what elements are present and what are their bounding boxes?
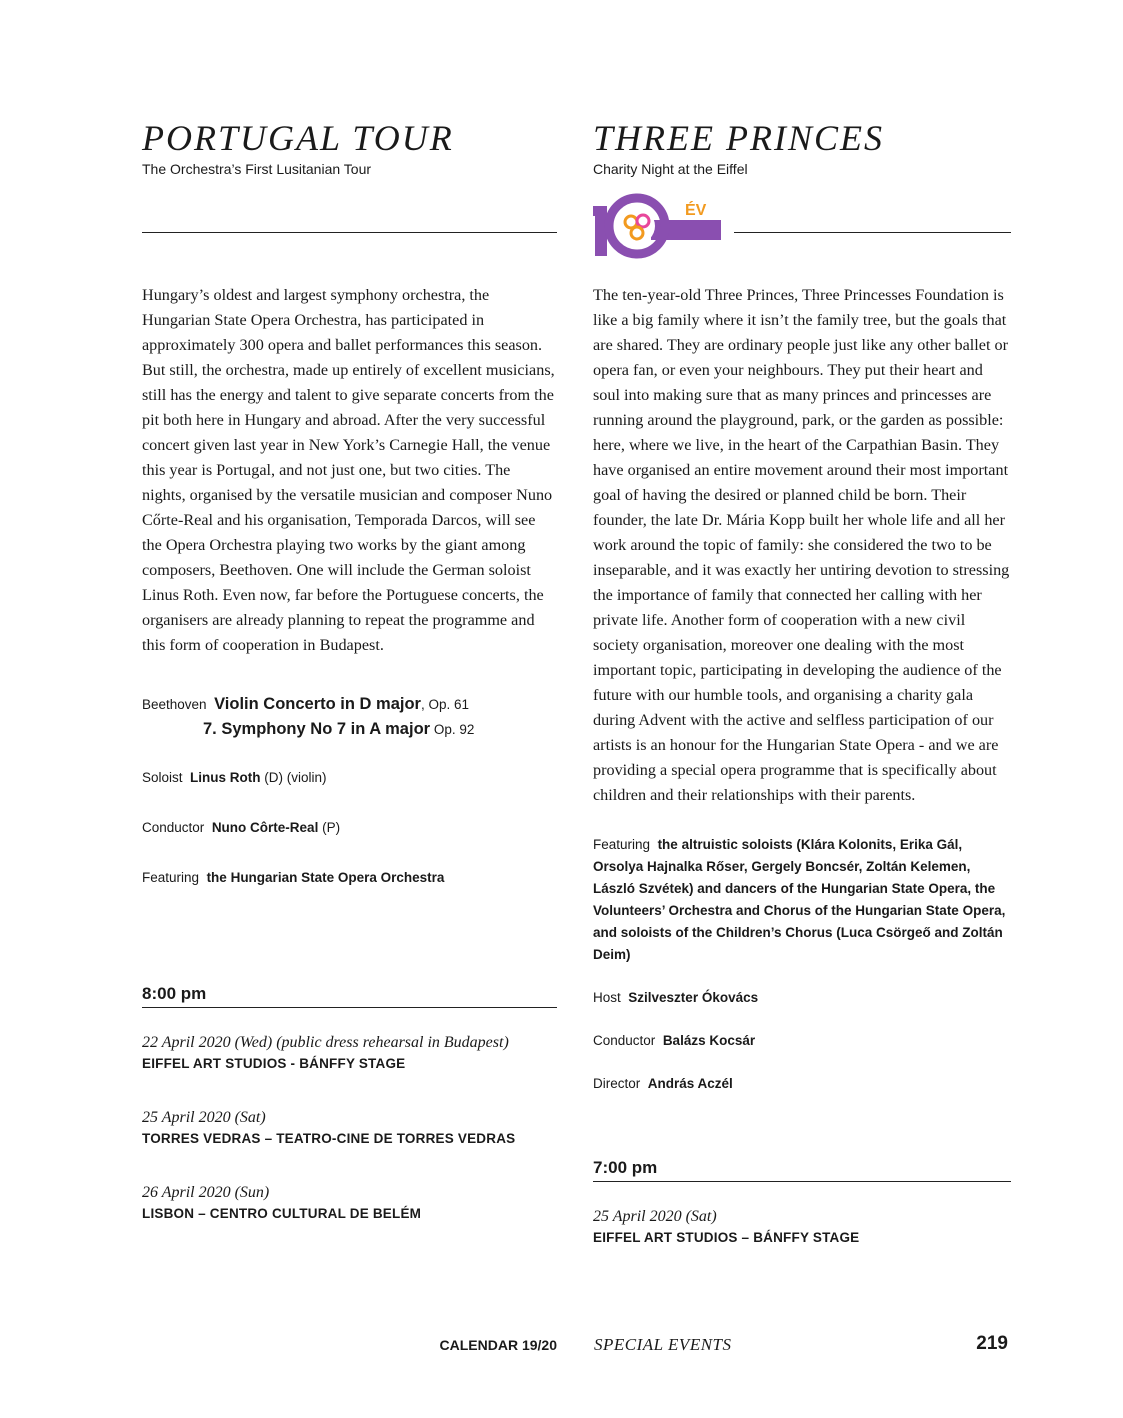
director-credit bbox=[593, 1074, 1011, 1094]
soloist-credit bbox=[142, 768, 557, 788]
program-line-2 bbox=[142, 717, 557, 742]
venue-3: LISBON – CENTRO CULTURAL DE BELÉM bbox=[142, 1206, 422, 1221]
conductor-role: Conductor bbox=[142, 820, 205, 835]
host-credit bbox=[593, 988, 1011, 1008]
svg-text:ÉV: ÉV bbox=[685, 202, 707, 219]
conductor-role-right: Conductor bbox=[593, 1033, 656, 1048]
portugal-tour-subtitle: The Orchestra’s First Lusitanian Tour bbox=[142, 161, 372, 177]
date-right-1: 25 April 2020 (Sat) bbox=[593, 1208, 717, 1225]
work-1-opus: , Op. 61 bbox=[420, 697, 469, 712]
portugal-dates bbox=[142, 1032, 557, 1224]
host-name: Szilveszter Ókovács bbox=[628, 990, 759, 1005]
conductor-name-right: Balázs Kocsár bbox=[662, 1033, 756, 1048]
portugal-tour-column bbox=[142, 118, 557, 1224]
three-princes-body: The ten-year-old Three Princes, Three Princesses Foundation is like a big family where it isn’t the family tree, but the goals that are shared. They are ordinary people just like any other ballet or opera fan, or even your neighbours. They put their heart and soul into making sure that as many princes and princesses are running around the playground, park, or the garden as possible: here, where we live, in the heart of the Carpathian Basin. They have organised an entire movement around their most important goal of having the desired or planned child be born. Their founder, the late Dr. Mária Kopp built her whole life and all her work around the topic of family: she considered the two to be inseparable, and it was exactly her untiring devotion to stressing the importance of family that connected her calling with her private life. Another form of cooperation with a new civil society organisation, moreover one dealing with the most important topic, participating in developing the audience of the future with our humble tools, and organising a charity gala during Advent with the active and selfless participation of our artists is an honour for the Hungarian State Opera - and we are providing a special opera programme that is specifically about children and their relationships with their parents. bbox=[593, 286, 1010, 804]
date-3: 26 April 2020 (Sun) bbox=[142, 1184, 270, 1201]
featuring-role: Featuring bbox=[142, 870, 200, 885]
featuring-role-right: Featuring bbox=[593, 837, 651, 852]
featuring-name: the Hungarian State Opera Orchestra bbox=[206, 870, 445, 885]
date-2: 25 April 2020 (Sat) bbox=[142, 1109, 266, 1126]
venue-right-1: EIFFEL ART STUDIOS – BÁNFFY STAGE bbox=[593, 1230, 860, 1245]
three-princes-title: THREE PRINCES bbox=[593, 118, 884, 158]
featuring-name-right: the altruistic soloists (Klára Kolonits, Erika Gál, Orsolya Hajnalka Rőser, Gergely Boncsér, Zoltán Kelemen, László Szvétek) and dancers of the Hungarian State Opera, the Volunteers’ Orchestra and Chorus of the Hungarian State Opera, and soloists of the Children’s Chorus (Luca Csörgeő and Zoltán Deim) bbox=[593, 837, 1006, 962]
conductor-name: Nuno Côrte-Real bbox=[211, 820, 319, 835]
title-divider bbox=[142, 232, 557, 233]
date-1: 22 April 2020 (Wed) (public dress rehearsal in Budapest) bbox=[142, 1034, 509, 1051]
conductor-detail: (P) bbox=[318, 820, 341, 835]
portugal-time: 8:00 pm bbox=[142, 984, 557, 1008]
featuring-credit-right bbox=[593, 834, 1011, 966]
three-princes-dates bbox=[593, 1206, 1011, 1248]
footer-section: SPECIAL EVENTS bbox=[594, 1335, 732, 1354]
featuring-credit bbox=[142, 868, 557, 888]
director-role: Director bbox=[593, 1076, 641, 1091]
host-role: Host bbox=[593, 990, 621, 1005]
conductor-credit bbox=[142, 818, 557, 838]
work-1-title: Violin Concerto in D major bbox=[214, 695, 421, 713]
soloist-role: Soloist bbox=[142, 770, 183, 785]
work-2-title: 7. Symphony No 7 in A major bbox=[203, 720, 431, 738]
director-name: András Aczél bbox=[647, 1076, 733, 1091]
program-line-1 bbox=[142, 692, 557, 717]
portugal-tour-title: PORTUGAL TOUR bbox=[142, 118, 454, 158]
work-2-opus: Op. 92 bbox=[430, 722, 475, 737]
soloist-detail: (D) (violin) bbox=[260, 770, 327, 785]
footer-calendar: CALENDAR 19/20 bbox=[439, 1337, 557, 1353]
venue-1: EIFFEL ART STUDIOS - BÁNFFY STAGE bbox=[142, 1056, 406, 1071]
composer-label: Beethoven bbox=[142, 697, 207, 712]
page-number: 219 bbox=[976, 1333, 1008, 1354]
three-princes-subtitle: Charity Night at the Eiffel bbox=[593, 161, 748, 177]
conductor-credit-right bbox=[593, 1031, 1011, 1051]
venue-2: TORRES VEDRAS – TEATRO-CINE DE TORRES VEDRAS bbox=[142, 1131, 516, 1146]
three-princes-column bbox=[593, 118, 1011, 1248]
program-block bbox=[142, 692, 557, 742]
title-divider-right bbox=[734, 232, 1011, 233]
portugal-tour-body: Hungary’s oldest and largest symphony orchestra, the Hungarian State Opera Orchestra, has participated in approximately 300 opera and ballet performances this season. But still, the orchestra, made up entirely of excellent musicians, still has the energy and talent to give separate concerts from the pit both here in Hungary and abroad. After the very successful concert given last year in New York’s Carnegie Hall, the venue this year is Portugal, and not just one, but two cities. The nights, organised by the versatile musician and composer Nuno Cőrte-Real and his organisation, Temporada Darcos, will see the Opera Orchestra playing two works by the giant among composers, Beethoven. One will include the German soloist Linus Roth. Even now, far before the Portuguese concerts, the organisers are already planning to repeat the programme and this form of cooperation in Budapest. bbox=[142, 286, 555, 654]
three-princes-time: 7:00 pm bbox=[593, 1158, 1011, 1182]
soloist-name: Linus Roth bbox=[190, 770, 261, 785]
page-footer bbox=[0, 1335, 1123, 1359]
